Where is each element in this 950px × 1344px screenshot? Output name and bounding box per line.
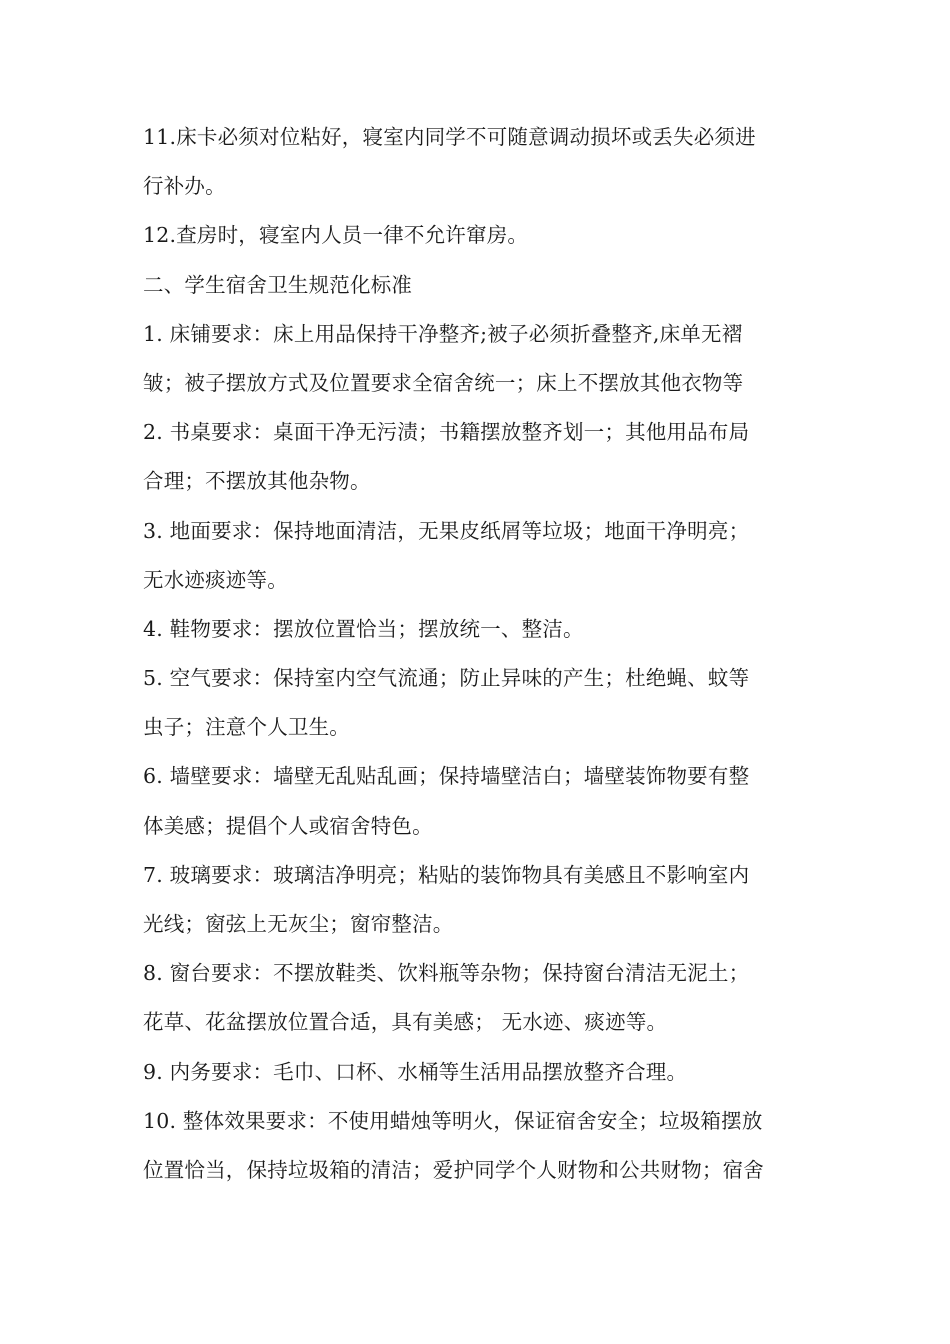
text-line-item-2: 2. 书桌要求：桌面干净无污渍；书籍摆放整齐划一；其他用品布局 (143, 420, 750, 445)
text-line-item-7-cont: 光线；窗弦上无灰尘；窗帘整洁。 (143, 912, 454, 936)
text-line-item-6-cont: 体美感；提倡个人或宿舍特色。 (143, 813, 433, 838)
text-line-rule-12: 12.查房时，寝室内人员一律不允许窜房。 (143, 223, 529, 248)
text-line-item-2-cont: 合理；不摆放其他杂物。 (143, 469, 371, 494)
text-line-item-8: 8. 窗台要求：不摆放鞋类、饮料瓶等杂物；保持窗台清洁无泥土； (143, 961, 750, 986)
text-line-item-5-cont: 虫子；注意个人卫生。 (143, 715, 350, 740)
text-line-item-4: 4. 鞋物要求：摆放位置恰当；摆放统一、整洁。 (143, 616, 584, 641)
text-line-item-7: 7. 玻璃要求：玻璃洁净明亮；粘贴的装饰物具有美感且不影响室内 (143, 862, 750, 887)
text-line-item-3: 3. 地面要求：保持地面清洁，无果皮纸屑等垃圾；地面干净明亮； (143, 518, 750, 543)
text-line-item-1: 1. 床铺要求：床上用品保持干净整齐;被子必须折叠整齐,床单无褶 (143, 321, 743, 346)
section-heading: 二、学生宿舍卫生规范化标准 (143, 272, 413, 297)
text-line-item-10-cont: 位置恰当，保持垃圾箱的清洁；爱护同学个人财物和公共财物；宿舍 (143, 1157, 764, 1182)
document-body (143, 117, 813, 1199)
text-line-item-10: 10. 整体效果要求：不使用蜡烛等明火，保证宿舍安全；垃圾箱摆放 (143, 1108, 763, 1133)
text-line-item-3-cont: 无水迹痰迹等。 (143, 567, 288, 592)
text-line-item-5: 5. 空气要求：保持室内空气流通；防止异味的产生；杜绝蝇、蚊等 (143, 666, 750, 691)
text-line-item-6: 6. 墙壁要求：墙壁无乱贴乱画；保持墙壁洁白；墙壁装饰物要有整 (143, 764, 750, 789)
text-line-item-1-cont: 皱；被子摆放方式及位置要求全宿舍统一；床上不摆放其他衣物等 (143, 370, 744, 395)
text-line-rule-11-cont: 行补办。 (143, 174, 226, 199)
text-line-item-9: 9. 内务要求：毛巾、口杯、水桶等生活用品摆放整齐合理。 (143, 1059, 688, 1084)
text-line-item-8-cont: 花草、花盆摆放位置合适，具有美感； 无水迹、痰迹等。 (143, 1010, 668, 1035)
text-line-rule-11: 11.床卡必须对位粘好，寝室内同学不可随意调动损坏或丢失必须进 (143, 125, 756, 149)
